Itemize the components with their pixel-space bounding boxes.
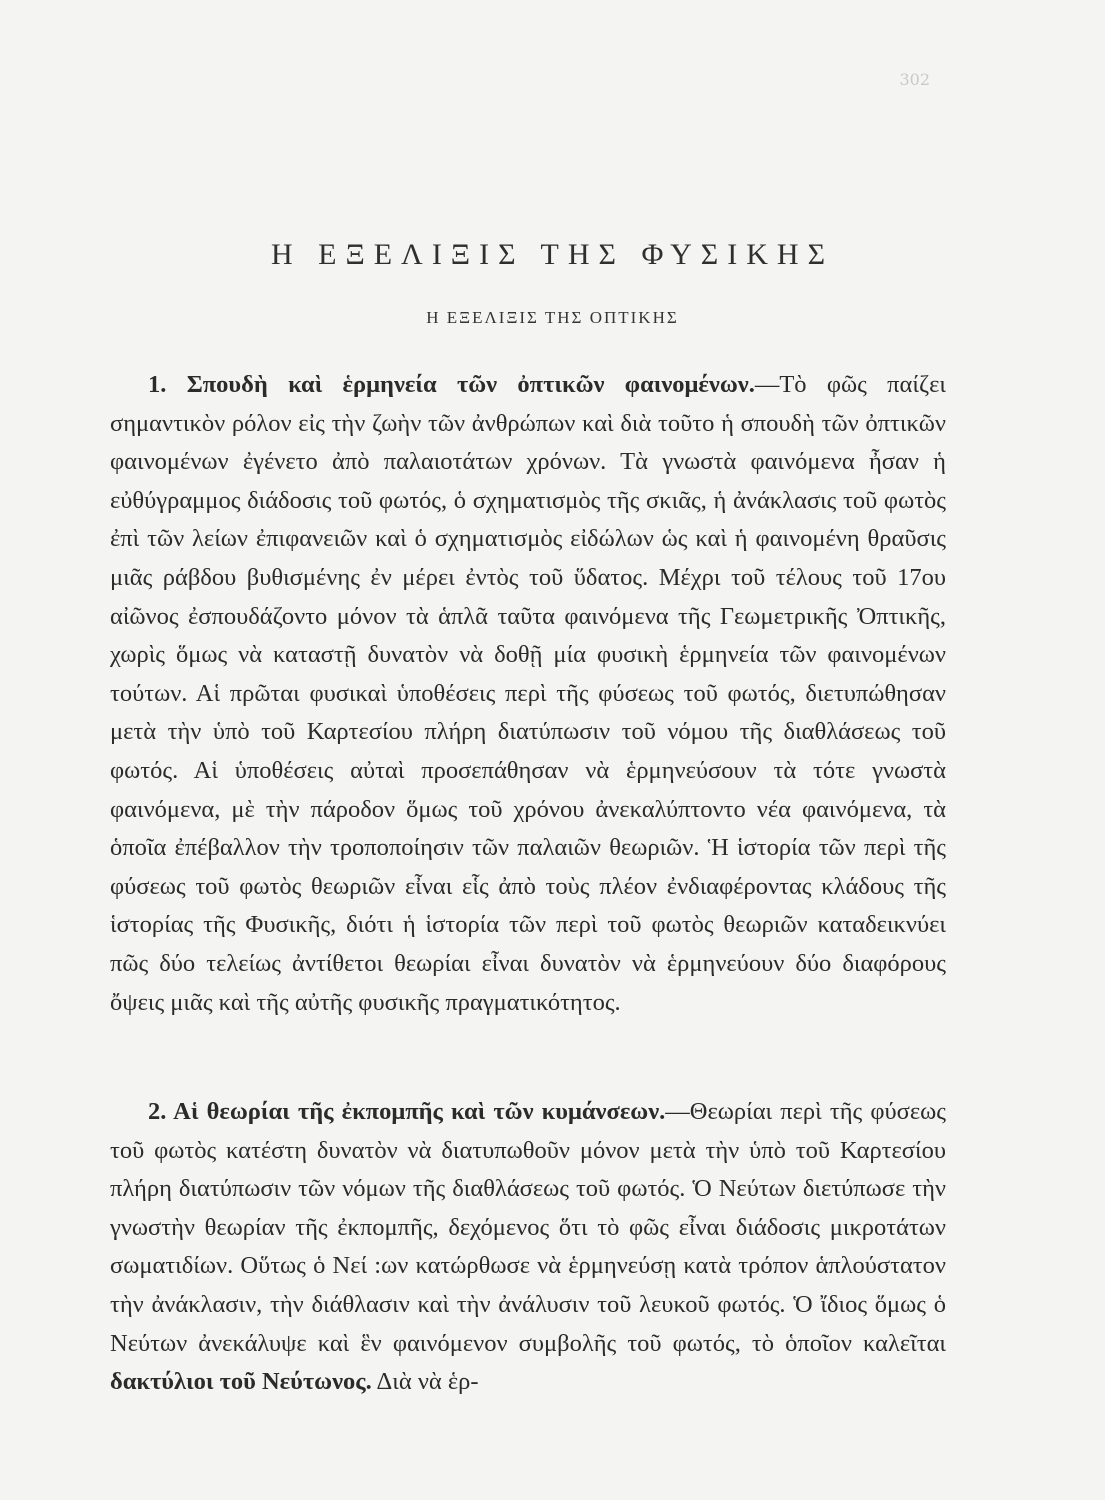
section-subtitle: Η ΕΞΕΛΙΞΙΣ ΤΗΣ ΟΠΤΙΚΗΣ (426, 308, 679, 327)
section-1-paragraph (110, 366, 946, 1022)
newton-rings-term: δακτύλιοι τοῦ Νεύτωνος. (110, 1368, 372, 1396)
section-2-text: —Θεωρίαι περὶ τῆς φύσεως τοῦ φωτὸς κατέστη δυνατὸν νὰ διατυπωθοῦν μόνον μετὰ τὴν ὑπὸ τοῦ Καρτεσίου πλήρη διατύπωσιν τῶν νόμων τῆς διαθλάσεως τοῦ φωτός. Ὁ Νεύτων διετύπωσε τὴν γνωστὴν θεωρίαν τῆς ἐκπομπῆς, δεχόμενος ὅτι τὸ φῶς εἶναι διάδοσις μικροτάτων σωματιδίων. Οὕτως ὁ Νεί :ων κατώρθωσε νὰ ἑρμηνεύσῃ κατὰ τρόπον ἁπλούστατον τὴν ἀνάκλασιν, τὴν διάθλασιν καὶ τὴν ἀνάλυσιν τοῦ λευκοῦ φωτός. Ὁ ἴδιος ὅμως ὁ Νεύτων ἀνεκάλυψε καὶ ἓν φαινόμενον συμβολῆς τοῦ φωτός, τὸ ὁποῖον καλεῖται (110, 1098, 946, 1357)
section-2-text-end: Διὰ νὰ ἑρ- (371, 1368, 479, 1396)
page-number: 302 (899, 70, 930, 89)
section-2-heading: 2. Αἱ θεωρίαι τῆς ἐκπομπῆς καὶ τῶν κυμάνσεων. (148, 1098, 666, 1125)
section-2-paragraph (110, 1093, 946, 1402)
section-2 (110, 1093, 946, 1402)
section-1-text: —Τὸ φῶς παίζει σημαντικὸν ρόλον εἰς τὴν ζωὴν τῶν ἀνθρώπων καὶ διὰ τοῦτο ἡ σπουδὴ τῶν ὀπτικῶν φαινομένων ἐγένετο ἀπὸ παλαιοτάτων χρόνων. Τὰ γνωστὰ φαινόμενα ἦσαν ἡ εὐθύγραμμος διάδοσις τοῦ φωτός, ὁ σχηματισμὸς τῆς σκιᾶς, ἡ ἀνάκλασις τοῦ φωτὸς ἐπὶ τῶν λείων ἐπιφανειῶν καὶ ὁ σχηματισμὸς εἰδώλων ὡς καὶ ἡ φαινομένη θραῦσις μιᾶς ράβδου βυθισμένης ἐν μέρει ἐντὸς τοῦ ὕδατος. Μέχρι τοῦ τέλους τοῦ 17ου αἰῶνος ἐσπουδάζοντο μόνον τὰ ἁπλᾶ ταῦτα φαινόμενα τῆς Γεωμετρικῆς Ὀπτικῆς, χωρὶς ὅμως νὰ καταστῇ δυνατὸν νὰ δοθῇ μία φυσικὴ ἑρμηνεία τῶν φαινομένων τούτων. Αἱ πρῶται φυσικαὶ ὑποθέσεις περὶ τῆς φύσεως τοῦ φωτός, διετυπώθησαν μετὰ τὴν ὑπὸ τοῦ Καρτεσίου πλήρη διατύπωσιν τοῦ νόμου τῆς διαθλάσεως τοῦ φωτός. Αἱ ὑποθέσεις αὐταὶ προσεπάθησαν νὰ ἑρμηνεύσουν τὰ τότε γνωστὰ φαινόμενα, μὲ τὴν πάροδον ὅμως τοῦ χρόνου ἀνεκαλύπτοντο νέα φαινόμενα, τὰ ὁποῖα ἐπέβαλλον τὴν τροποποίησιν τῶν παλαιῶν θεωριῶν. Ἡ ἱστορία τῶν περὶ τῆς φύσεως τοῦ φωτὸς θεωριῶν εἶναι εἷς ἀπὸ τοὺς πλέον ἐνδιαφέροντας κλάδους τῆς ἱστορίας τῆς Φυσικῆς, διότι ἡ ἱστορία τῶν περὶ τοῦ φωτὸς θεωριῶν καταδεικνύει πῶς δύο τελείως ἀντίθετοι θεωρίαι εἶναι δυνατὸν νὰ ἑρμηνεύουν δύο διαφόρους ὄψεις μιᾶς καὶ τῆς αὐτῆς φυσικῆς πραγματικότητος. (110, 371, 946, 1016)
chapter-title: Η ΕΞΕΛΙΞΙΣ ΤΗΣ ΦΥΣΙΚΗΣ (270, 238, 835, 271)
section-1-heading: 1. Σπουδὴ καὶ ἑρμηνεία τῶν ὀπτικῶν φαινομένων. (148, 371, 755, 398)
section-1 (110, 366, 946, 1022)
